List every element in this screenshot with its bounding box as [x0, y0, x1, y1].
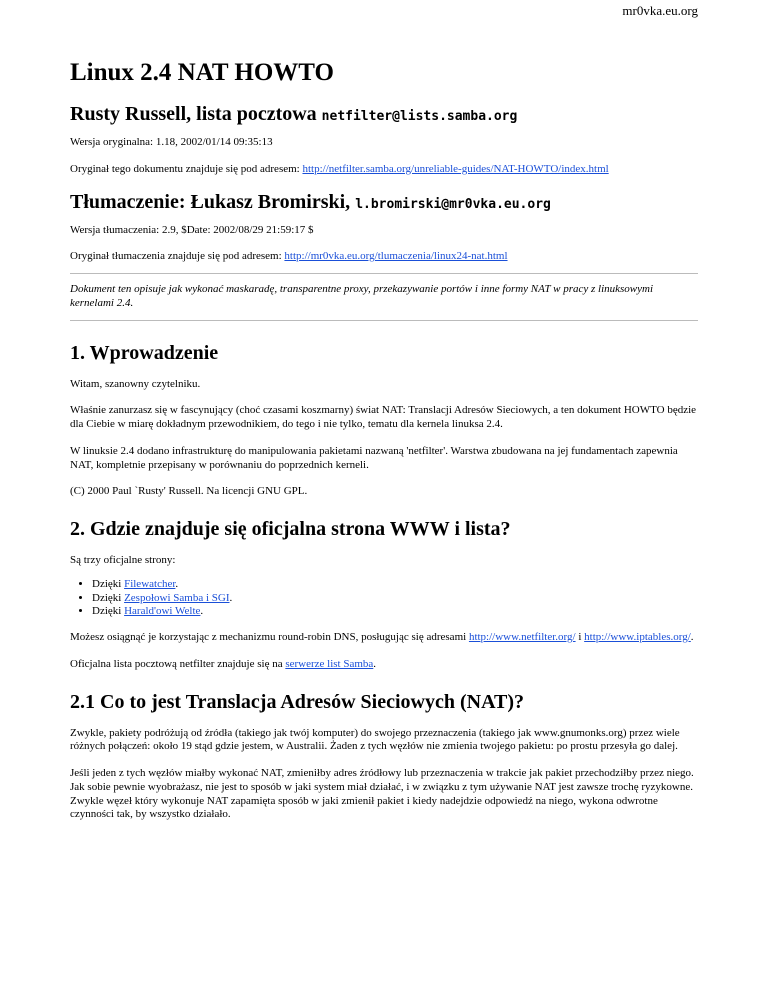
author-heading: [70, 102, 698, 126]
section-1-p2: Właśnie zanurzasz się w fascynujący (choć czasami koszmarny) świat NAT: Translacji Adresów Sieciowych, a ten dokument HOWTO będzie dla Ciebie w miarę dokładnym przewodnikiem, do tego i nie tylko, tematu dla kernela linuksa 2.4.: [70, 404, 697, 430]
author-email: netfilter@lists.samba.org: [321, 109, 518, 124]
official-sites-list: [70, 578, 698, 619]
translation-version: Wersja tłumaczenia: 2.9, $Date: 2002/08/29 21:59:17 $: [70, 223, 314, 236]
original-location: [70, 163, 698, 177]
site-label: mr0vka.eu.org: [622, 3, 698, 18]
list-item-suffix: .: [175, 577, 179, 590]
round-robin-and: i: [578, 631, 582, 643]
round-robin-text: Możesz osiągnąć je korzystając z mechanizmu round-robin DNS, posługując się adresami: [70, 631, 467, 643]
section-2-intro: Są trzy oficjalne strony:: [70, 554, 176, 566]
samba-sgi-link[interactable]: Zespołowi Samba i SGI: [124, 591, 230, 604]
document-title: Linux 2.4 NAT HOWTO: [70, 59, 334, 86]
list-item-prefix: Dzięki: [92, 577, 125, 590]
harald-welte-link[interactable]: Harald'owi Welte: [124, 605, 201, 618]
section-1-p1: Witam, szanowny czytelniku.: [70, 377, 201, 390]
section-2-1-p1: Zwykle, pakiety podróżują od źródła (takiego jak twój komputer) do swojego przeznaczenia (takiego jak www.gnumonks.org) przez wiele różnych połączeń: około 19 stąd gdzie jestem, w Australii. Żaden z tych węzłów nie zmienia twojego pakietu: po prostu przesyła go dalej.: [70, 726, 680, 753]
round-robin-paragraph: [70, 631, 698, 645]
translation-location-text: Oryginał tłumaczenia znajduje się pod adresem:: [70, 250, 282, 263]
section-1-title: 1. Wprowadzenie: [70, 341, 219, 364]
netfilter-org-link[interactable]: http://www.netfilter.org/: [468, 631, 576, 643]
original-location-link[interactable]: http://netfilter.samba.org/unreliable-guides/NAT-HOWTO/index.html: [302, 162, 609, 175]
divider-bottom: [70, 320, 698, 321]
list-item-prefix: Dzięki: [92, 605, 125, 618]
divider-top: [70, 273, 698, 274]
round-robin-end: .: [690, 631, 694, 643]
section-1-p4: (C) 2000 Paul `Rusty' Russell. Na licencji GNU GPL.: [70, 485, 308, 498]
translator-email: l.bromirski@mr0vka.eu.org: [355, 196, 551, 212]
section-2-title: 2. Gdzie znajduje się oficjalna strona WWW i lista?: [70, 518, 511, 540]
author-name: Rusty Russell, lista pocztowa: [70, 103, 317, 125]
list-item-suffix: .: [229, 591, 233, 604]
mailing-list-paragraph: [70, 658, 698, 672]
original-location-text: Oryginał tego dokumentu znajduje się pod adresem:: [70, 162, 300, 175]
iptables-org-link[interactable]: http://www.iptables.org/: [584, 631, 691, 643]
original-version: Wersja oryginalna: 1.18, 2002/01/14 09:35:13: [70, 136, 273, 148]
list-item: [92, 592, 698, 606]
samba-lists-link[interactable]: serwerze list Samba: [285, 657, 374, 670]
mailing-list-text: Oficjalna lista pocztową netfilter znajduje się na: [70, 657, 283, 670]
translation-location-link[interactable]: http://mr0vka.eu.org/tlumaczenia/linux24-nat.html: [284, 250, 508, 263]
translation-heading: [70, 190, 698, 214]
document-body: [70, 58, 698, 835]
list-item-suffix: .: [200, 605, 204, 618]
abstract: Dokument ten opisuje jak wykonać maskaradę, transparentne proxy, przekazywanie portów i inne formy NAT w pracy z linuksowymi kernelami 2.4.: [70, 283, 654, 309]
list-item-prefix: Dzięki: [92, 591, 125, 604]
list-item: [92, 605, 698, 619]
translator-name: Tłumaczenie: Łukasz Bromirski,: [70, 190, 351, 213]
filewatcher-link[interactable]: Filewatcher: [124, 577, 176, 590]
section-1-p3: W linuksie 2.4 dodano infrastrukturę do manipulowania pakietami nazwaną 'netfilter'. Warstwa zbudowana na jej fundamentach zapewnia NAT, kompletnie przepisany w porównaniu do poprzednich kerneli.: [70, 444, 678, 471]
section-2-1-title: 2.1 Co to jest Translacja Adresów Sieciowych (NAT)?: [70, 690, 525, 713]
list-item: [92, 578, 698, 592]
mailing-list-end: .: [373, 657, 377, 670]
section-2-1-p2: Jeśli jeden z tych węzłów miałby wykonać NAT, zmieniłby adres źródłowy lub przeznaczenia w trakcie jak pakiet przechodziłby przez niego. Jak sobie pewnie wyobrażasz, nie jest to sposób w jaki system miał działać, i w związku z tym używanie NAT jest zawsze trochę ryzykowne. Zwykle węzeł który wykonuje NAT zapamięta sposób w jaki zmienił pakiet i kiedy nadejdzie odpowiedź na niego, wykona odwrotne czynności tak, by wszystko działało.: [70, 767, 694, 821]
translation-location: [70, 250, 698, 264]
